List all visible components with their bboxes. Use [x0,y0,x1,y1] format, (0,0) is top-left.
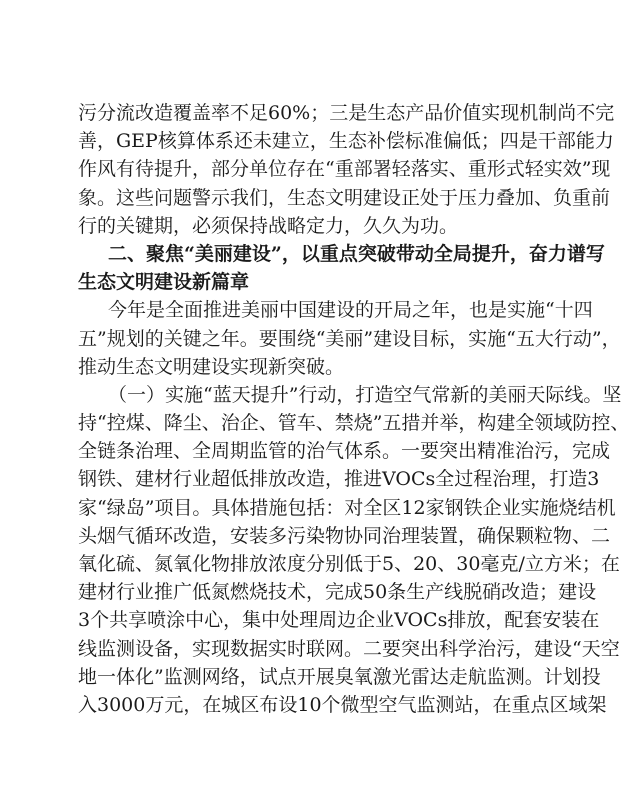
paragraph-line: （一）实施“蓝天提升”行动，打造空气常新的美丽天际线。坚 [108,383,622,406]
section-heading-line: 二、聚焦“美丽建设”，以重点突破带动全局提升，奋力谱写 [108,242,605,265]
paragraph-line: 今年是全面推进美丽中国建设的开局之年，也是实施“十四 [108,299,593,322]
paragraph-line: 行的关键期，必须保持战略定力，久久为功。 [78,214,459,237]
paragraph-line: 推动生态文明建设实现新突破。 [78,355,345,378]
paragraph-line: 象。这些问题警示我们，生态文明建设正处于压力叠加、负重前 [78,186,611,209]
paragraph-line: 善，GEP核算体系还未建立，生态补偿标准偏低；四是干部能力 [78,130,614,153]
section-heading-line: 生态文明建设新篇章 [78,271,250,294]
paragraph-line: 家“绿岛”项目。具体措施包括：对全区12家钢铁企业实施烧结机 [78,496,616,519]
paragraph-line: 3个共享喷涂中心，集中处理周边企业VOCs排放，配套安装在 [78,609,600,632]
paragraph-line: 入3000万元，在城区布设10个微型空气监测站，在重点区域架 [78,693,607,716]
paragraph-line: 建材行业推广低氮燃烧技术，完成50条生产线脱硝改造；建设 [78,581,597,604]
paragraph-line: 钢铁、建材行业超低排放改造，推进VOCs全过程治理，打造3 [78,468,600,491]
paragraph-line: 作风有待提升，部分单位存在“重部署轻落实、重形式轻实效”现 [78,158,611,181]
paragraph-line: 五”规划的关键之年。要围绕“美丽”建设目标，实施“五大行动”， [78,327,621,350]
paragraph-line: 线监测设备，实现数据实时联网。二要突出科学治污，建设“天空 [78,637,620,660]
paragraph-line: 氧化硫、氮氧化物排放浓度分别低于5、20、30毫克/立方米；在 [78,553,620,575]
paragraph-line: 全链条治理、全周期监管的治气体系。一要突出精准治污，完成 [78,440,611,463]
paragraph-line: 污分流改造覆盖率不足60%；三是生态产品价值实现机制尚不完 [78,102,615,124]
paragraph-line: 持“控煤、降尘、治企、管车、禁烧”五措并举，构建全领域防控、 [78,412,629,435]
document-body [78,99,629,719]
paragraph-line: 头烟气循环改造，安装多污染物协同治理装置，确保颗粒物、二 [78,524,611,547]
paragraph-line: 地一体化”监测网络，试点开展臭氧激光雷达走航监测。计划投 [78,665,601,688]
